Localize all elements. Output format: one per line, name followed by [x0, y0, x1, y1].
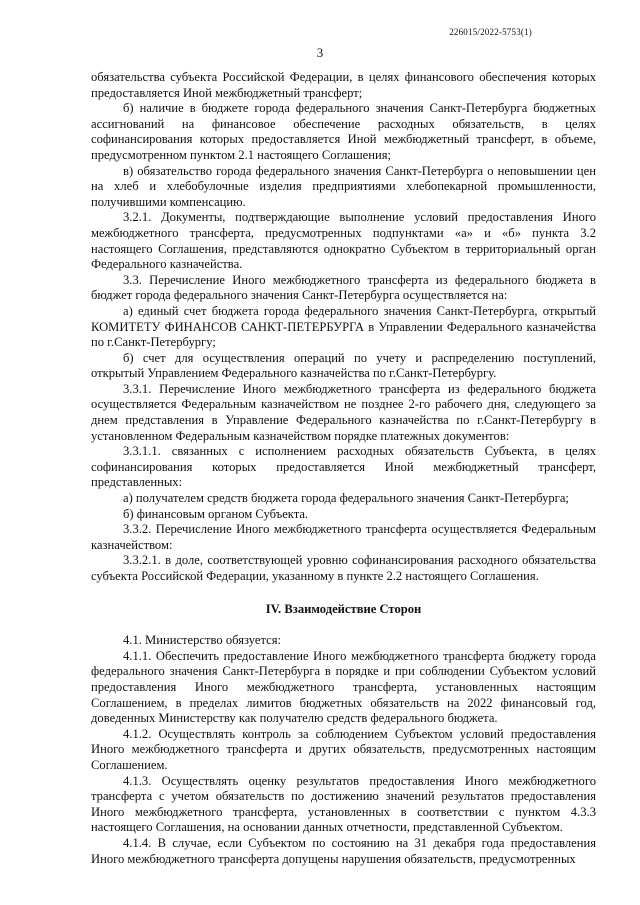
paragraph: б) счет для осуществления операций по учету и распределению поступлений, открытый Управлением Федерального казначейства по г.Санкт-Петербургу. [91, 350, 596, 381]
paragraph: 3.3. Перечисление Иного межбюджетного трансферта из федерального бюджета в бюджет города федерального значения Санкт-Петербурга осуществляется на: [91, 272, 596, 303]
paragraph: 3.3.1.1. связанных с исполнением расходных обязательств Субъекта, в целях софинансирования которых предоставляется Иной межбюджетный трансферт, представленных: [91, 444, 596, 490]
section-title: IV. Взаимодействие Сторон [265, 601, 422, 616]
page-number: 3 [316, 45, 324, 60]
paragraph: в) обязательство города федерального значения Санкт-Петербурга о неповышении цен на хлеб и хлебобулочные изделия предприятиями хлебопекарной промышленности, получившими компенсацию. [91, 163, 596, 209]
paragraph: 4.1.4. В случае, если Субъектом по состоянию на 31 декабря года предоставления Иного межбюджетного трансферта допущены нарушения обязательств, предусмотренных [91, 835, 596, 866]
paragraph: 4.1.1. Обеспечить предоставление Иного межбюджетного трансферта бюджету города федерального значения Санкт-Петербурга в порядке и при соблюдении Субъектом условий предоставления Иного межбюджетного трансферта, установленных настоящим Соглашением, в пределах лимитов бюджетных обязательств на 2022 финансовый год, доведенных Министерству как получателю средств федерального бюджета. [91, 648, 596, 726]
paragraph: 3.3.1. Перечисление Иного межбюджетного трансферта из федерального бюджета осуществляется Федеральным казначейством не позднее 2-го рабочего дня, следующего за днем представления в Управление Федерального казначейства по г.Санкт-Петербургу в установленном Федеральным казначейством порядке платежных документов: [91, 381, 596, 443]
paragraph: 3.3.2.1. в доле, соответствующей уровню софинансирования расходного обязательства субъекта Российской Федерации, указанному в пункте 2.2 настоящего Соглашения. [91, 553, 596, 583]
paragraph: 4.1. Министерство обязуется: [123, 633, 281, 648]
paragraph: б) наличие в бюджете города федерального значения Санкт-Петербурга бюджетных ассигнований на финансовое обеспечение расходных обязательств, в целях софинансирования которых предоставляется Иной межбюджетный трансферт, в объеме, предусмотренном пунктом 2.1 настоящего Соглашения; [91, 101, 596, 162]
paragraph: а) единый счет бюджета города федерального значения Санкт-Петербурга, открытый КОМИТЕТУ ФИНАНСОВ САНКТ-ПЕТЕРБУРГА в Управлении Федерального казначейства по г.Санкт-Петербургу; [91, 303, 596, 350]
paragraph: 4.1.3. Осуществлять оценку результатов предоставления Иного межбюджетного трансферта с учетом обязательств по достижению значений результатов предоставления Иного межбюджетного трансферта, установленных в соответствии с пунктом 4.3.3 настоящего Соглашения, на основании данных отчетности, представленной Субъектом. [91, 773, 596, 835]
paragraph: 4.1.2. Осуществлять контроль за соблюдением Субъектом условий предоставления Иного межбюджетного трансферта и других обязательств, предусмотренных настоящим Соглашением. [91, 726, 596, 772]
document-body [91, 70, 596, 867]
paragraphs-bottom [91, 633, 596, 867]
paragraph: б) финансовым органом Субъекта. [123, 506, 309, 521]
paragraph: обязательства субъекта Российской Федерации, в целях финансового обеспечения которых предоставляется Иной межбюджетный трансферт; [91, 70, 596, 100]
paragraphs-top [91, 70, 596, 585]
document-number: 226015/2022-5753(1) [449, 27, 532, 37]
paragraph: 3.3.2. Перечисление Иного межбюджетного трансферта осуществляется Федеральным казначейством: [91, 522, 596, 552]
paragraph: а) получателем средств бюджета города федерального значения Санкт-Петербурга; [123, 491, 569, 506]
paragraph: 3.2.1. Документы, подтверждающие выполнение условий предоставления Иного межбюджетного трансферта, предусмотренных подпунктами «а» и «б» пункта 3.2 настоящего Соглашения, представляются однократно Субъектом в территориальный орган Федерального казначейства. [91, 210, 596, 272]
